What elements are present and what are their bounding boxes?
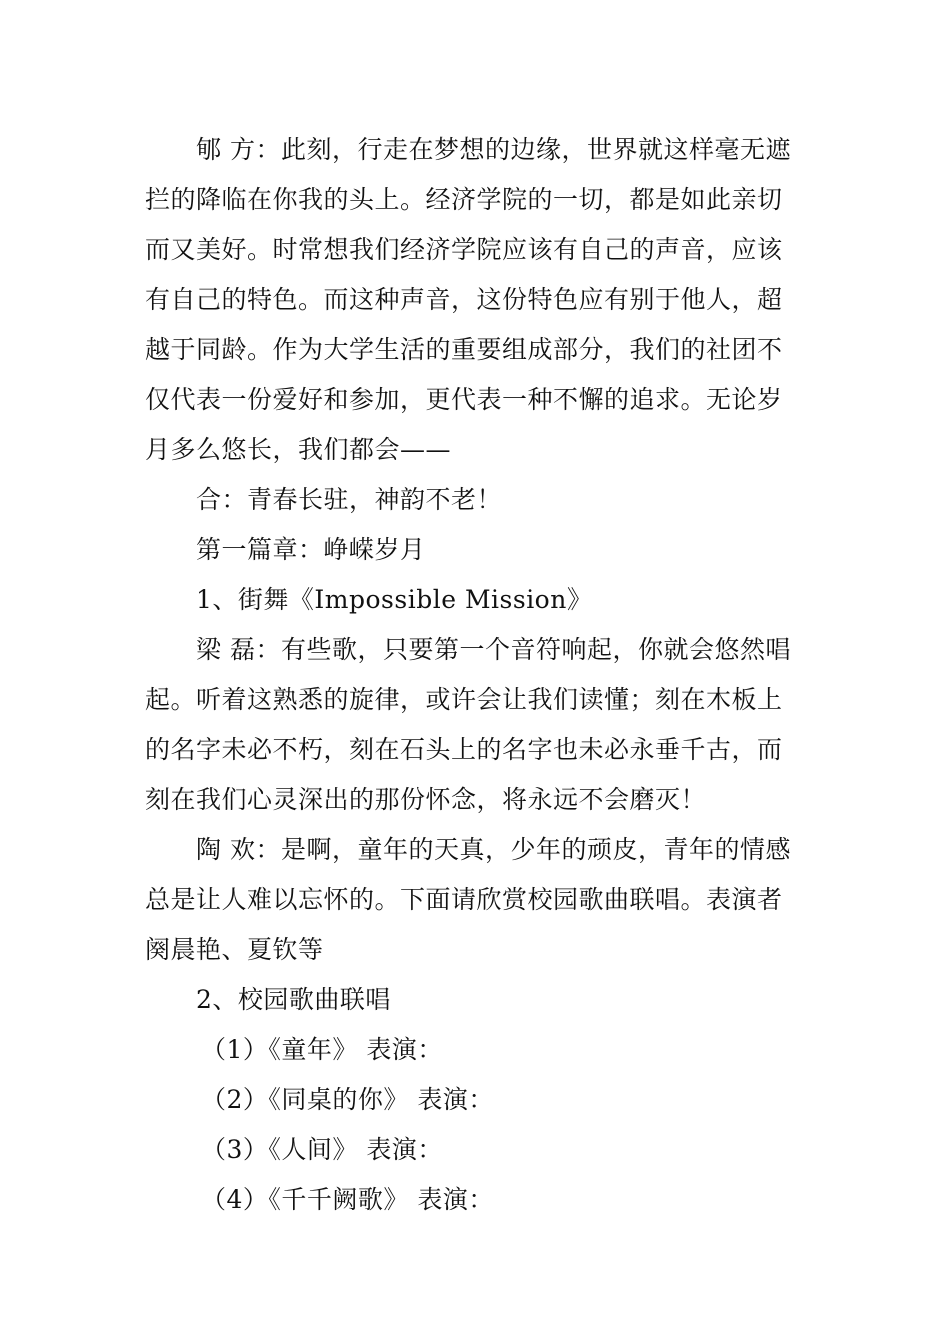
- text-line: 仅代表一份爱好和参加，更代表一种不懈的追求。无论岁: [145, 385, 783, 414]
- text-line: 有自己的特色。而这种声音，这份特色应有别于他人，超: [145, 285, 783, 314]
- text-line: 而又美好。时常想我们经济学院应该有自己的声音，应该: [145, 235, 783, 264]
- text-line: 阕晨艳、夏钦等: [145, 935, 324, 964]
- song-item: （4）《千千阙歌》 表演：: [201, 1185, 494, 1214]
- song-item: （1）《童年》 表演：: [201, 1035, 443, 1064]
- text-line: 的名字未必不朽，刻在石头上的名字也未必永垂千古，而: [145, 735, 783, 764]
- text-line: 起。听着这熟悉的旋律，或许会让我们读懂；刻在木板上: [145, 685, 783, 714]
- program-item-dance: 1、街舞《Impossible Mission》: [196, 585, 593, 614]
- text-line: 越于同龄。作为大学生活的重要组成部分，我们的社团不: [145, 335, 783, 364]
- text-line: 梁 磊：有些歌，只要第一个音符响起，你就会悠然唱: [196, 635, 791, 664]
- chorus-line: 合：青春长驻，神韵不老！: [196, 485, 503, 514]
- chapter-heading: 第一篇章：峥嵘岁月: [196, 535, 426, 564]
- text-line: 月多么悠长，我们都会——: [145, 435, 452, 464]
- paragraph-tao-huan: [145, 825, 810, 975]
- program-item-songs: 2、校园歌曲联唱: [196, 985, 391, 1014]
- text-line: 总是让人难以忘怀的。下面请欣赏校园歌曲联唱。表演者: [145, 885, 783, 914]
- document-page: [145, 125, 810, 1225]
- text-line: 郇 方：此刻，行走在梦想的边缘，世界就这样毫无遮: [196, 135, 791, 164]
- text-line: 刻在我们心灵深出的那份怀念，将永远不会磨灭！: [145, 785, 707, 814]
- text-line: 拦的降临在你我的头上。经济学院的一切，都是如此亲切: [145, 185, 783, 214]
- song-item: （3）《人间》 表演：: [201, 1135, 443, 1164]
- song-item: （2）《同桌的你》 表演：: [201, 1085, 494, 1114]
- text-line: 陶 欢：是啊，童年的天真，少年的顽皮，青年的情感: [196, 835, 791, 864]
- paragraph-yu-fang: [145, 125, 810, 475]
- paragraph-liang-lei: [145, 625, 810, 825]
